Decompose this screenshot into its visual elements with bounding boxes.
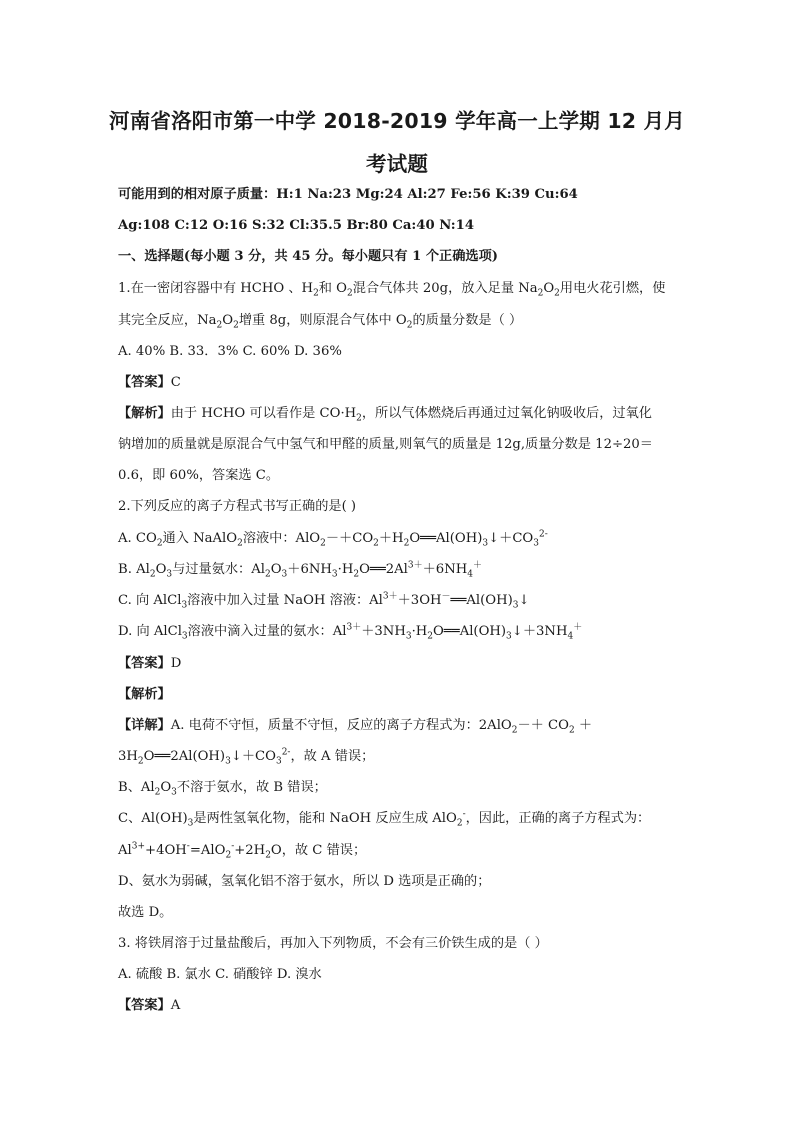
q2-detail-line4: C、$Al(OH)_3$是两性氢氧化物，能和 NaOH 反应生成 AlO$_2$-，因此，正确的离子方程式为：	[118, 809, 651, 829]
q1-stem-line2: 其完全反应，$Na_2O_2$增重 8g，则原混合气体中 $O_2$的质量分数是（ ）	[118, 313, 523, 331]
atomic-mass-line2: Ag:108 C:12 O:16 S:32 Cl:35.5 Br:80 Ca:40 N:14	[118, 218, 475, 233]
q2-answer: 【答案】D	[118, 656, 182, 671]
q1-stem-line1: 1.在一密闭容器中有 HCHO 、$H_2$和 $O_2$混合气体共 20g，放入足量 $Na_2O_2$用电火花引燃，使	[118, 281, 666, 299]
q2-detail-line3: B、$Al_2O_3$不溶于氨水，故 B 错误；	[118, 780, 327, 798]
q2-option-a: A. $CO_2$通入 NaAlO$_2$溶液中：$AlO_2-+CO_2+H_2O══Al(OH)_3↓+CO_3^{2-}$	[118, 529, 548, 549]
q2-conclusion: 故选 D。	[118, 905, 173, 920]
q2-detail-line5: $Al^{3+}+4OH^-=AlO_2^-+2H_2O$，故 C 错误；	[118, 841, 367, 861]
q1-answer: 【答案】C	[118, 375, 181, 390]
q2-option-b: B. $Al_2O_3$与过量氨水：$Al_2O_3+6NH_3\cdot H_2O══2Al^{3+}+6NH_4^+$	[118, 560, 482, 580]
q3-answer: 【答案】A	[118, 998, 181, 1013]
document-title-line1: 河南省洛阳市第一中学 2018-2019 学年高一上学期 12 月月	[109, 109, 685, 133]
q2-option-d: D. 向 AlCl$_3$溶液中滴入过量的氨水：$Al^{3+}+3NH_3\cdot H_2O══Al(OH)_3↓+3NH_4^+$	[118, 622, 583, 642]
q2-detail-line1: 【详解】A. 电荷不守恒，质量不守恒，反应的离子方程式为：$2AlO_2-+ CO_2$ ＋	[118, 718, 593, 736]
q3-options: A. 硫酸 B. 氯水 C. 硝酸锌 D. 溴水	[118, 967, 322, 982]
q2-detail-line2: $3H_2O══2Al(OH)_3↓+CO_3^{2-}$，故 A 错误；	[118, 747, 375, 767]
document-title-line2: 考试题	[365, 152, 429, 176]
q2-detail-line6: D、氨水为弱碱，氢氧化铝不溶于氨水，所以 D 选项是正确的；	[118, 874, 491, 889]
q2-stem: 2.下列反应的离子方程式书写正确的是( )	[118, 499, 357, 514]
q1-options: A. 40% B. 33．3% C. 60% D. 36%	[118, 344, 342, 359]
q1-analysis-line2: 钠增加的质量就是原混合气中氢气和甲醛的质量,则氧气的质量是 12g,质量分数是 12÷20＝	[118, 437, 653, 452]
q2-option-c: C. 向 AlCl$_3$溶液中加入过量 NaOH 溶液：$Al^{3+}+3OH^-══Al(OH)_3↓$	[118, 591, 530, 611]
atomic-mass-line1: 可能用到的相对原子质量：H:1 Na:23 Mg:24 Al:27 Fe:56 K:39 Cu:64	[118, 187, 578, 202]
q3-stem: 3. 将铁屑溶于过量盐酸后，再加入下列物质，不会有三价铁生成的是（ ）	[118, 936, 548, 951]
q1-analysis-line3: 0.6，即 60%，答案选 C。	[118, 468, 280, 483]
q1-analysis-line1: 【解析】由于 HCHO 可以看作是 $CO\cdot H_2$，所以气体燃烧后再通过过氧化钠吸收后，过氧化	[118, 406, 652, 424]
q2-analysis-tag: 【解析】	[118, 687, 171, 702]
section1-heading: 一、选择题(每小题 3 分，共 45 分。每小题只有 1 个正确选项)	[118, 249, 499, 264]
